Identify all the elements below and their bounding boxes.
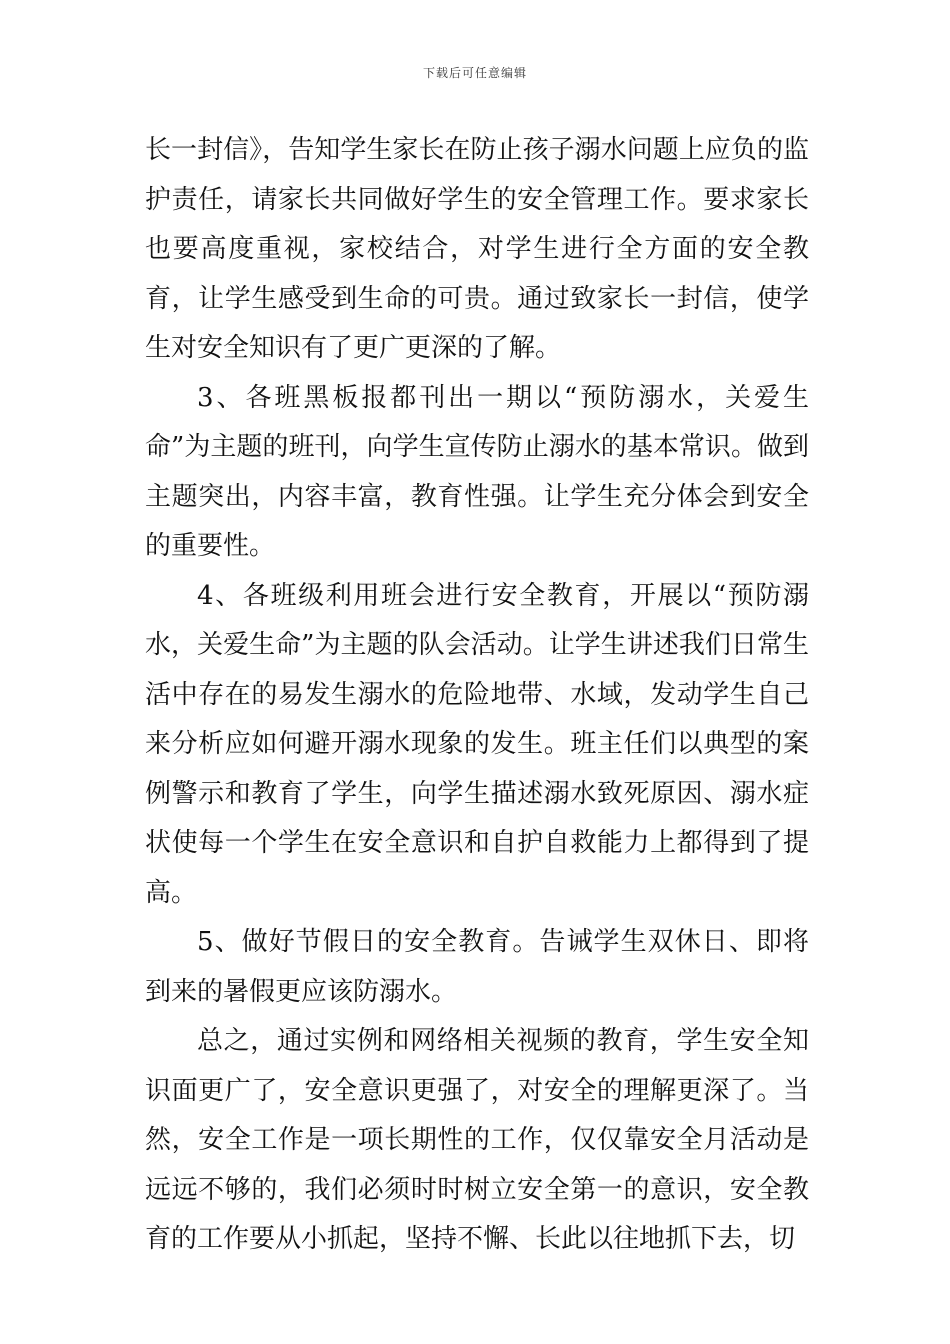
- paragraph-item-5: 5、做好节假日的安全教育。告诫学生双休日、即将到来的暑假更应该防溺水。: [145, 927, 809, 1007]
- document-body: [145, 126, 809, 1265]
- download-note-header: 下载后可任意编辑: [422, 66, 527, 80]
- paragraph-item-4: 4、各班级利用班会进行安全教育，开展以“预防溺水，关爱生命”为主题的队会活动。让学生讲述我们日常生活中存在的易发生溺水的危险地带、水域，发动学生自己来分析应如何避开溺水现象的发生。班主任们以典型的案例警示和教育了学生，向学生描述溺水致死原因、溺水症状使每一个学生在安全意识和自护自救能力上都得到了提高。: [145, 580, 809, 908]
- paragraph-continuation: 长一封信》，告知学生家长在防止孩子溺水问题上应负的监护责任，请家长共同做好学生的安全管理工作。要求家长也要高度重视，家校结合，对学生进行全方面的安全教育，让学生感受到生命的可贵。通过致家长一封信，使学生对安全知识有了更广更深的了解。: [145, 135, 809, 363]
- paragraph-item-3: 3、各班黑板报都刊出一期以“预防溺水，关爱生命”为主题的班刊，向学生宣传防止溺水的基本常识。做到主题突出，内容丰富，教育性强。让学生充分体会到安全的重要性。: [145, 382, 809, 561]
- paragraph-summary: 总之，通过实例和网络相关视频的教育，学生安全知识面更广了，安全意识更强了，对安全的理解更深了。当然，安全工作是一项长期性的工作，仅仅靠安全月活动是远远不够的，我们必须时时树立安全第一的意识，安全教育的工作要从小抓起，坚持不懈、长此以往地抓下去，切: [145, 1026, 809, 1254]
